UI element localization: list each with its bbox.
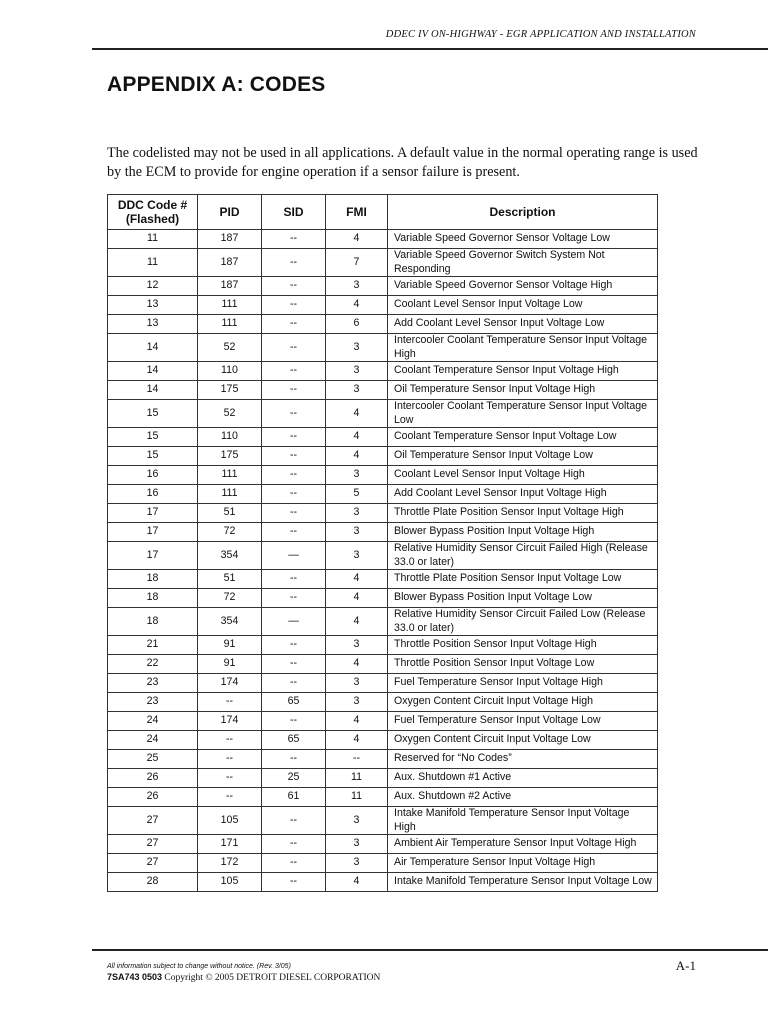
cell-code: 17 — [108, 523, 198, 542]
table-row — [108, 674, 658, 693]
cell-description: Variable Speed Governor Switch System Not Responding — [388, 249, 658, 277]
table-row — [108, 315, 658, 334]
cell-description: Coolant Temperature Sensor Input Voltage High — [388, 362, 658, 381]
cell-sid: -- — [262, 466, 326, 485]
cell-description: Fuel Temperature Sensor Input Voltage Low — [388, 712, 658, 731]
header-pid: PID — [198, 195, 262, 230]
cell-fmi: 6 — [326, 315, 388, 334]
cell-description: Throttle Plate Position Sensor Input Voltage High — [388, 504, 658, 523]
table-row — [108, 381, 658, 400]
cell-pid: 111 — [198, 485, 262, 504]
cell-fmi: 3 — [326, 466, 388, 485]
cell-description: Relative Humidity Sensor Circuit Failed High (Release 33.0 or later) — [388, 542, 658, 570]
cell-sid: -- — [262, 570, 326, 589]
cell-pid: 174 — [198, 712, 262, 731]
cell-fmi: 4 — [326, 589, 388, 608]
cell-code: 15 — [108, 428, 198, 447]
cell-fmi: 4 — [326, 296, 388, 315]
cell-sid: -- — [262, 674, 326, 693]
cell-description: Intercooler Coolant Temperature Sensor Input Voltage High — [388, 334, 658, 362]
cell-sid: -- — [262, 807, 326, 835]
cell-sid: -- — [262, 249, 326, 277]
cell-sid: 61 — [262, 788, 326, 807]
cell-fmi: 3 — [326, 362, 388, 381]
cell-fmi: 4 — [326, 230, 388, 249]
header-sid: SID — [262, 195, 326, 230]
cell-sid: -- — [262, 835, 326, 854]
table-row — [108, 589, 658, 608]
table-row — [108, 362, 658, 381]
header-code: DDC Code # (Flashed) — [108, 195, 198, 230]
cell-sid: -- — [262, 315, 326, 334]
cell-fmi: 4 — [326, 570, 388, 589]
cell-fmi: 4 — [326, 400, 388, 428]
cell-pid: 51 — [198, 504, 262, 523]
cell-sid: 65 — [262, 693, 326, 712]
cell-description: Reserved for “No Codes” — [388, 750, 658, 769]
table-row — [108, 750, 658, 769]
cell-description: Fuel Temperature Sensor Input Voltage High — [388, 674, 658, 693]
table-row — [108, 334, 658, 362]
cell-pid: 187 — [198, 249, 262, 277]
table-row — [108, 655, 658, 674]
cell-code: 16 — [108, 466, 198, 485]
intro-paragraph: The codelisted may not be used in all applications. A default value in the normal operating range is used by the ECM to provide for engine operation if a sensor failure is present. — [107, 145, 698, 180]
cell-sid: -- — [262, 381, 326, 400]
table-row — [108, 731, 658, 750]
footer-notice: All information subject to change without notice. (Rev. 3/05) — [107, 963, 291, 970]
cell-pid: 72 — [198, 589, 262, 608]
cell-fmi: 3 — [326, 381, 388, 400]
cell-description: Coolant Level Sensor Input Voltage High — [388, 466, 658, 485]
cell-sid: -- — [262, 334, 326, 362]
cell-pid: -- — [198, 731, 262, 750]
cell-code: 24 — [108, 712, 198, 731]
cell-fmi: 3 — [326, 693, 388, 712]
cell-description: Aux. Shutdown #2 Active — [388, 788, 658, 807]
cell-code: 15 — [108, 400, 198, 428]
cell-description: Add Coolant Level Sensor Input Voltage Low — [388, 315, 658, 334]
cell-description: Relative Humidity Sensor Circuit Failed Low (Release 33.0 or later) — [388, 608, 658, 636]
cell-description: Aux. Shutdown #1 Active — [388, 769, 658, 788]
cell-sid: -- — [262, 485, 326, 504]
cell-pid: 187 — [198, 230, 262, 249]
table-row — [108, 504, 658, 523]
page-title: APPENDIX A: CODES — [107, 73, 326, 96]
table-row — [108, 277, 658, 296]
table-row — [108, 400, 658, 428]
cell-sid: -- — [262, 523, 326, 542]
cell-code: 18 — [108, 589, 198, 608]
cell-fmi: 3 — [326, 542, 388, 570]
doc-number: 7SA743 0503 — [107, 972, 163, 982]
table-row — [108, 296, 658, 315]
cell-description: Coolant Level Sensor Input Voltage Low — [388, 296, 658, 315]
table-row — [108, 769, 658, 788]
cell-sid: -- — [262, 447, 326, 466]
cell-code: 11 — [108, 230, 198, 249]
running-header: DDEC IV ON-HIGHWAY - EGR APPLICATION AND INSTALLATION — [385, 29, 696, 40]
table-row — [108, 485, 658, 504]
cell-description: Oil Temperature Sensor Input Voltage High — [388, 381, 658, 400]
cell-description: Intercooler Coolant Temperature Sensor Input Voltage Low — [388, 400, 658, 428]
table-row — [108, 523, 658, 542]
cell-code: 15 — [108, 447, 198, 466]
table-row — [108, 447, 658, 466]
cell-sid: -- — [262, 854, 326, 873]
table-row — [108, 570, 658, 589]
header-rule — [92, 48, 768, 50]
cell-description: Throttle Position Sensor Input Voltage Low — [388, 655, 658, 674]
table-row — [108, 712, 658, 731]
table-row — [108, 608, 658, 636]
cell-code: 12 — [108, 277, 198, 296]
cell-description: Throttle Position Sensor Input Voltage High — [388, 636, 658, 655]
cell-description: Oxygen Content Circuit Input Voltage Low — [388, 731, 658, 750]
cell-fmi: 4 — [326, 655, 388, 674]
cell-pid: -- — [198, 788, 262, 807]
cell-sid: -- — [262, 400, 326, 428]
table-row — [108, 873, 658, 892]
cell-pid: -- — [198, 769, 262, 788]
cell-code: 24 — [108, 731, 198, 750]
cell-pid: 171 — [198, 835, 262, 854]
cell-fmi: 4 — [326, 608, 388, 636]
cell-pid: 72 — [198, 523, 262, 542]
cell-fmi: 4 — [326, 447, 388, 466]
cell-pid: 111 — [198, 296, 262, 315]
codes-table — [107, 194, 658, 892]
table-row — [108, 693, 658, 712]
cell-pid: 110 — [198, 362, 262, 381]
cell-description: Variable Speed Governor Sensor Voltage Low — [388, 230, 658, 249]
cell-description: Air Temperature Sensor Input Voltage High — [388, 854, 658, 873]
cell-code: 11 — [108, 249, 198, 277]
cell-code: 26 — [108, 769, 198, 788]
cell-code: 14 — [108, 381, 198, 400]
cell-code: 17 — [108, 542, 198, 570]
cell-fmi: 4 — [326, 731, 388, 750]
cell-pid: 52 — [198, 400, 262, 428]
table-row — [108, 807, 658, 835]
cell-sid: — — [262, 608, 326, 636]
cell-fmi: 3 — [326, 523, 388, 542]
cell-code: 17 — [108, 504, 198, 523]
cell-description: Ambient Air Temperature Sensor Input Voltage High — [388, 835, 658, 854]
cell-sid: 25 — [262, 769, 326, 788]
cell-sid: -- — [262, 750, 326, 769]
table-row — [108, 636, 658, 655]
cell-code: 23 — [108, 693, 198, 712]
cell-pid: 51 — [198, 570, 262, 589]
cell-pid: 91 — [198, 636, 262, 655]
cell-code: 27 — [108, 854, 198, 873]
cell-code: 27 — [108, 835, 198, 854]
cell-sid: -- — [262, 636, 326, 655]
cell-pid: -- — [198, 693, 262, 712]
footer-rule — [92, 949, 768, 951]
cell-sid: -- — [262, 712, 326, 731]
cell-code: 16 — [108, 485, 198, 504]
cell-pid: 175 — [198, 381, 262, 400]
cell-code: 21 — [108, 636, 198, 655]
cell-sid: -- — [262, 230, 326, 249]
cell-fmi: 7 — [326, 249, 388, 277]
cell-fmi: 3 — [326, 636, 388, 655]
cell-code: 13 — [108, 315, 198, 334]
cell-sid: -- — [262, 655, 326, 674]
cell-pid: -- — [198, 750, 262, 769]
table-row — [108, 854, 658, 873]
header-description: Description — [388, 195, 658, 230]
cell-description: Oil Temperature Sensor Input Voltage Low — [388, 447, 658, 466]
cell-pid: 187 — [198, 277, 262, 296]
header-fmi: FMI — [326, 195, 388, 230]
table-row — [108, 542, 658, 570]
cell-fmi: 4 — [326, 428, 388, 447]
table-row — [108, 428, 658, 447]
cell-pid: 354 — [198, 542, 262, 570]
cell-sid: -- — [262, 362, 326, 381]
cell-fmi: 4 — [326, 712, 388, 731]
cell-description: Intake Manifold Temperature Sensor Input Voltage High — [388, 807, 658, 835]
cell-description: Throttle Plate Position Sensor Input Voltage Low — [388, 570, 658, 589]
cell-fmi: 4 — [326, 873, 388, 892]
cell-fmi: 5 — [326, 485, 388, 504]
cell-code: 14 — [108, 362, 198, 381]
cell-sid: — — [262, 542, 326, 570]
cell-sid: -- — [262, 296, 326, 315]
cell-fmi: 11 — [326, 769, 388, 788]
cell-sid: -- — [262, 277, 326, 296]
cell-pid: 175 — [198, 447, 262, 466]
cell-description: Coolant Temperature Sensor Input Voltage Low — [388, 428, 658, 447]
cell-fmi: 3 — [326, 854, 388, 873]
cell-pid: 110 — [198, 428, 262, 447]
cell-code: 14 — [108, 334, 198, 362]
cell-sid: -- — [262, 589, 326, 608]
table-row — [108, 835, 658, 854]
cell-fmi: 3 — [326, 807, 388, 835]
table-row — [108, 230, 658, 249]
cell-pid: 174 — [198, 674, 262, 693]
copyright: Copyright © 2005 DETROIT DIESEL CORPORATION — [164, 973, 381, 983]
table-row — [108, 788, 658, 807]
cell-description: Blower Bypass Position Input Voltage Low — [388, 589, 658, 608]
cell-description: Oxygen Content Circuit Input Voltage High — [388, 693, 658, 712]
cell-fmi: -- — [326, 750, 388, 769]
table-header-row — [108, 195, 658, 230]
cell-sid: -- — [262, 428, 326, 447]
cell-code: 27 — [108, 807, 198, 835]
cell-pid: 354 — [198, 608, 262, 636]
cell-description: Intake Manifold Temperature Sensor Input Voltage Low — [388, 873, 658, 892]
cell-code: 22 — [108, 655, 198, 674]
cell-pid: 172 — [198, 854, 262, 873]
cell-code: 13 — [108, 296, 198, 315]
cell-pid: 111 — [198, 466, 262, 485]
cell-pid: 105 — [198, 807, 262, 835]
cell-code: 18 — [108, 608, 198, 636]
cell-code: 18 — [108, 570, 198, 589]
cell-code: 28 — [108, 873, 198, 892]
table-row — [108, 466, 658, 485]
table-row — [108, 249, 658, 277]
cell-fmi: 11 — [326, 788, 388, 807]
cell-fmi: 3 — [326, 334, 388, 362]
cell-pid: 111 — [198, 315, 262, 334]
cell-description: Variable Speed Governor Sensor Voltage High — [388, 277, 658, 296]
cell-pid: 52 — [198, 334, 262, 362]
page-number: A-1 — [675, 958, 696, 973]
cell-sid: -- — [262, 873, 326, 892]
cell-code: 25 — [108, 750, 198, 769]
cell-code: 26 — [108, 788, 198, 807]
cell-sid: -- — [262, 504, 326, 523]
cell-description: Add Coolant Level Sensor Input Voltage High — [388, 485, 658, 504]
cell-description: Blower Bypass Position Input Voltage High — [388, 523, 658, 542]
cell-pid: 91 — [198, 655, 262, 674]
cell-fmi: 3 — [326, 674, 388, 693]
cell-sid: 65 — [262, 731, 326, 750]
cell-fmi: 3 — [326, 504, 388, 523]
cell-pid: 105 — [198, 873, 262, 892]
cell-fmi: 3 — [326, 835, 388, 854]
cell-code: 23 — [108, 674, 198, 693]
cell-fmi: 3 — [326, 277, 388, 296]
footer-copyright-line — [107, 972, 380, 983]
